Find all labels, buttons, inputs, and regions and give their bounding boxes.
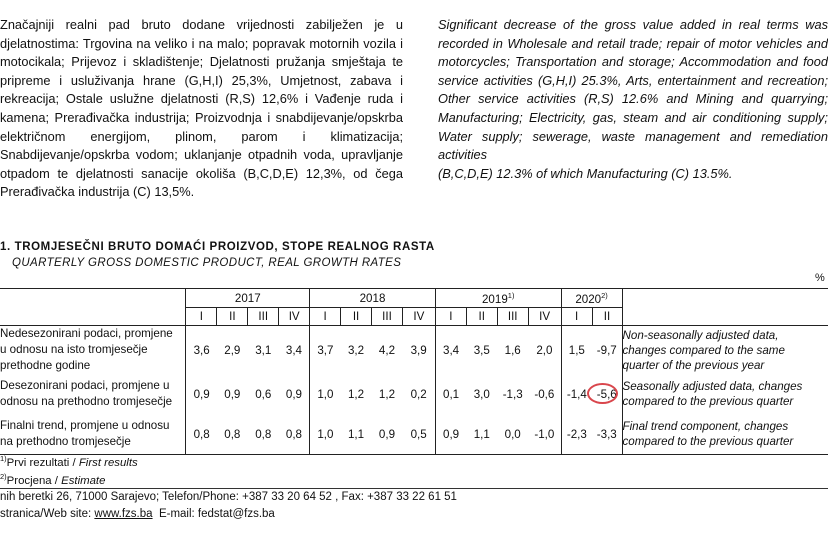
value-text: 4,2 [378, 343, 396, 357]
footnote-2 [0, 472, 105, 487]
value-text: 0,9 [193, 387, 210, 401]
value-cell [592, 414, 622, 455]
value-cell [561, 414, 592, 455]
paragraph-line: električnom energijom, plinom, parom i klimatizacija; [0, 128, 403, 144]
value-cell [528, 326, 561, 375]
value-text: 1,1 [473, 427, 490, 441]
paragraph-line: Snabdijevanje/opskrba vodom; uklanjanje otpadnih voda, upravljanje [0, 147, 403, 163]
year-label: 2018 [359, 291, 386, 305]
value-cell [217, 414, 248, 455]
year-label: 2017 [234, 291, 261, 305]
value-cell [528, 374, 561, 414]
footnote-mark: 2) [0, 472, 7, 481]
row-label-line: u odnosu na isto tromjesečje [0, 343, 148, 356]
year-footnote-mark: 2) [601, 290, 608, 300]
quarter-header: II [466, 308, 497, 326]
value-cell [402, 374, 435, 414]
value-text: 3,4 [285, 343, 302, 357]
value-text: 0,8 [193, 427, 210, 441]
row-label-line: Nedesezonirani podaci, promjene [0, 327, 173, 340]
value-text: 0,9 [285, 387, 302, 401]
paragraph-line: Water supply; sewerage, waste management and remediation activities [438, 128, 828, 163]
row-label-bosnian [0, 414, 186, 455]
value-text: 0,2 [410, 387, 427, 401]
value-text: 0,9 [224, 387, 241, 401]
bosnian-paragraph [0, 16, 403, 202]
paragraph-line: djelatnostima: Trgovina na veliko i na malo; popravak motornih vozila i [0, 35, 403, 51]
value-cell [435, 374, 466, 414]
quarter-header: I [435, 308, 466, 326]
quarter-header: III [248, 308, 279, 326]
row-label-line: compared to the previous quarter [622, 395, 794, 408]
unit-label: % [815, 272, 825, 284]
quarter-header: I [561, 308, 592, 326]
value-cell [341, 414, 372, 455]
row-label-line: Non-seasonally adjusted data, [622, 328, 779, 342]
value-cell [592, 374, 622, 414]
paragraph-line: rekreacija; Ostale uslužne djelatnosti (R,S) 12,6% i Vađenje ruda i [0, 91, 403, 107]
value-cell [186, 414, 217, 455]
footer-divider [0, 488, 828, 489]
value-text: 0,9 [378, 427, 396, 441]
value-text: 0,8 [224, 427, 241, 441]
quarter-header: I [310, 308, 341, 326]
year-footnote-mark: 1) [507, 290, 515, 300]
value-text: -3,3 [596, 427, 617, 441]
value-text: 3,7 [317, 343, 334, 357]
value-text: -5,6 [596, 387, 617, 401]
value-text: 3,0 [473, 387, 490, 401]
value-text: 0,9 [443, 427, 460, 441]
value-text: 3,5 [473, 343, 490, 357]
value-text: 0,8 [285, 427, 302, 441]
value-cell [310, 414, 341, 455]
row-label-bosnian [0, 326, 186, 375]
value-text: 0,0 [504, 427, 521, 441]
english-paragraph [438, 16, 828, 183]
footnote-bosnian: Prvi rezultati / [6, 456, 79, 469]
value-text: 0,8 [255, 427, 272, 441]
paragraph-line: kamena; Prerađivačka industrija; Proizvodnja i snabdijevanje/opskrba [0, 109, 403, 125]
footnote-mark: 1) [0, 454, 7, 463]
row-label-line: odnosu na prethodno tromjesečje [0, 395, 173, 408]
paragraph-line: Significant decrease of the gross value added in real terms was [438, 17, 828, 32]
footnote-1 [0, 454, 138, 469]
value-text: 3,1 [255, 343, 272, 357]
value-cell [248, 326, 279, 375]
value-text: 1,2 [347, 387, 365, 401]
gdp-growth-table [0, 288, 828, 448]
year-label: 2019 [481, 292, 508, 306]
value-cell [402, 414, 435, 455]
value-text: 0,5 [410, 427, 427, 441]
row-label-line: Final trend component, changes [622, 420, 789, 433]
table-row [0, 374, 828, 414]
value-text: -1,3 [502, 387, 523, 401]
value-text: 1,5 [568, 343, 585, 357]
row-label-english [622, 374, 828, 414]
value-cell [372, 414, 403, 455]
table-row [0, 326, 828, 375]
value-cell [341, 326, 372, 375]
website-link[interactable]: www.fzs.ba [94, 508, 153, 520]
paragraph-line: Značajniji realni pad bruto dodane vrijednosti zabilježen je u [0, 17, 403, 32]
row-label-english [622, 414, 828, 455]
value-text: 0,6 [255, 387, 272, 401]
value-text: 2,0 [536, 343, 553, 357]
value-cell [497, 414, 528, 455]
year-header [435, 289, 561, 308]
value-cell [279, 326, 310, 375]
value-cell [592, 326, 622, 375]
paragraph-line: motorcycles; Transportation and storage; Accommodation and food [438, 54, 828, 70]
paragraph-line: Manufacturing; Electricity, gas, steam and air conditioning supply; [438, 109, 828, 125]
email-text: E-mail: fedstat@fzs.ba [152, 508, 275, 520]
year-header [310, 289, 436, 308]
paragraph-line: Prerađivačka industrija (C) 13,5%. [0, 184, 195, 200]
value-text: 2,9 [224, 343, 241, 357]
value-cell [466, 414, 497, 455]
paragraph-line: motocikala; Prijevoz i skladištenje; Djelatnosti pružanja smještaja te [0, 54, 403, 70]
value-text: 3,9 [410, 343, 427, 357]
web-prefix: stranica/Web site: [0, 508, 95, 520]
quarter-header: II [592, 308, 622, 326]
value-text: 1,0 [317, 387, 334, 401]
value-cell [528, 414, 561, 455]
value-cell [372, 326, 403, 375]
header-blank-right [622, 289, 828, 326]
year-label: 2020 [575, 292, 602, 306]
quarter-header: II [341, 308, 372, 326]
footnote-bosnian: Procjena / [6, 474, 62, 487]
year-header [561, 289, 622, 308]
value-text: -1,0 [534, 427, 555, 441]
quarter-header: IV [402, 308, 435, 326]
quarter-header: I [186, 308, 217, 326]
value-cell [310, 374, 341, 414]
paragraph-line: service activities (G,H,I) 25.3%, Arts, entertainment and recreation; [438, 72, 828, 88]
value-cell [279, 374, 310, 414]
row-label-bosnian [0, 374, 186, 414]
paragraph-line: recorded in Wholesale and retail trade; repair of motor vehicles and [438, 35, 828, 51]
quarter-header: IV [528, 308, 561, 326]
table-row [0, 414, 828, 455]
row-label-line: Seasonally adjusted data, changes [622, 380, 803, 393]
row-label-line: quarter of the previous year [622, 358, 765, 372]
value-text: 0,1 [443, 387, 460, 401]
quarter-header: III [497, 308, 528, 326]
row-label-line: na prethodno tromjesečje [0, 435, 131, 448]
value-cell [279, 414, 310, 455]
value-cell [186, 326, 217, 375]
footer-web [0, 508, 275, 520]
paragraph-line: otpadom te djelatnosti sanacije okoliša (B,C,D,E) 12,3%, od čega [0, 165, 403, 181]
value-cell [497, 374, 528, 414]
value-cell [248, 414, 279, 455]
value-text: 3,2 [347, 343, 365, 357]
paragraph-line: Other service activities (R,S) 12.6% and Mining and quarrying; [438, 91, 828, 107]
row-label-line: compared to the previous quarter [622, 435, 794, 448]
table-title: 1. TROMJESEČNI BRUTO DOMAĆI PROIZVOD, STOPE REALNOG RASTA [0, 241, 435, 253]
row-label-line: Finalni trend, promjene u odnosu [0, 419, 170, 432]
value-cell [217, 326, 248, 375]
value-cell [402, 326, 435, 375]
footer-address: nih beretki 26, 71000 Sarajevo; Telefon/Phone: +387 33 20 64 52 , Fax: +387 33 22 61 51 [0, 491, 457, 503]
row-label-line: prethodne godine [0, 359, 91, 372]
year-header [186, 289, 310, 308]
value-cell [561, 326, 592, 375]
footnote-english: First results [78, 456, 138, 469]
footnote-english: Estimate [61, 474, 106, 487]
value-cell [310, 326, 341, 375]
value-text: -0,6 [534, 387, 555, 401]
paragraph-line: pripreme i usluživanja hrane (G,H,I) 25,3%, Umjetnost, zabava i [0, 72, 403, 88]
value-cell [466, 374, 497, 414]
value-text: 1,0 [317, 427, 334, 441]
value-cell [217, 374, 248, 414]
value-text: -9,7 [596, 343, 617, 357]
value-cell [248, 374, 279, 414]
value-cell [497, 326, 528, 375]
value-cell [466, 326, 497, 375]
table-subtitle: QUARTERLY GROSS DOMESTIC PRODUCT, REAL GROWTH RATES [12, 257, 402, 269]
value-text: 3,4 [443, 343, 460, 357]
value-cell [435, 414, 466, 455]
row-label-line: changes compared to the same [622, 343, 785, 357]
value-text: -1,4 [566, 387, 587, 401]
value-text: 1,2 [378, 387, 396, 401]
row-label-english [622, 326, 828, 375]
value-cell [341, 374, 372, 414]
highlight-circle [587, 383, 618, 404]
value-text: 1,1 [347, 427, 365, 441]
quarter-header: II [217, 308, 248, 326]
row-label-line: Desezonirani podaci, promjene u [0, 379, 170, 392]
value-cell [435, 326, 466, 375]
quarter-header: III [372, 308, 403, 326]
paragraph-line: (B,C,D,E) 12.3% of which Manufacturing (C) 13.5%. [438, 165, 733, 181]
value-text: -2,3 [566, 427, 587, 441]
value-text: 3,6 [193, 343, 210, 357]
value-text: 1,6 [504, 343, 521, 357]
year-header-row [0, 289, 828, 308]
value-cell [372, 374, 403, 414]
value-cell [186, 374, 217, 414]
header-blank-left [0, 289, 186, 326]
quarter-header: IV [279, 308, 310, 326]
